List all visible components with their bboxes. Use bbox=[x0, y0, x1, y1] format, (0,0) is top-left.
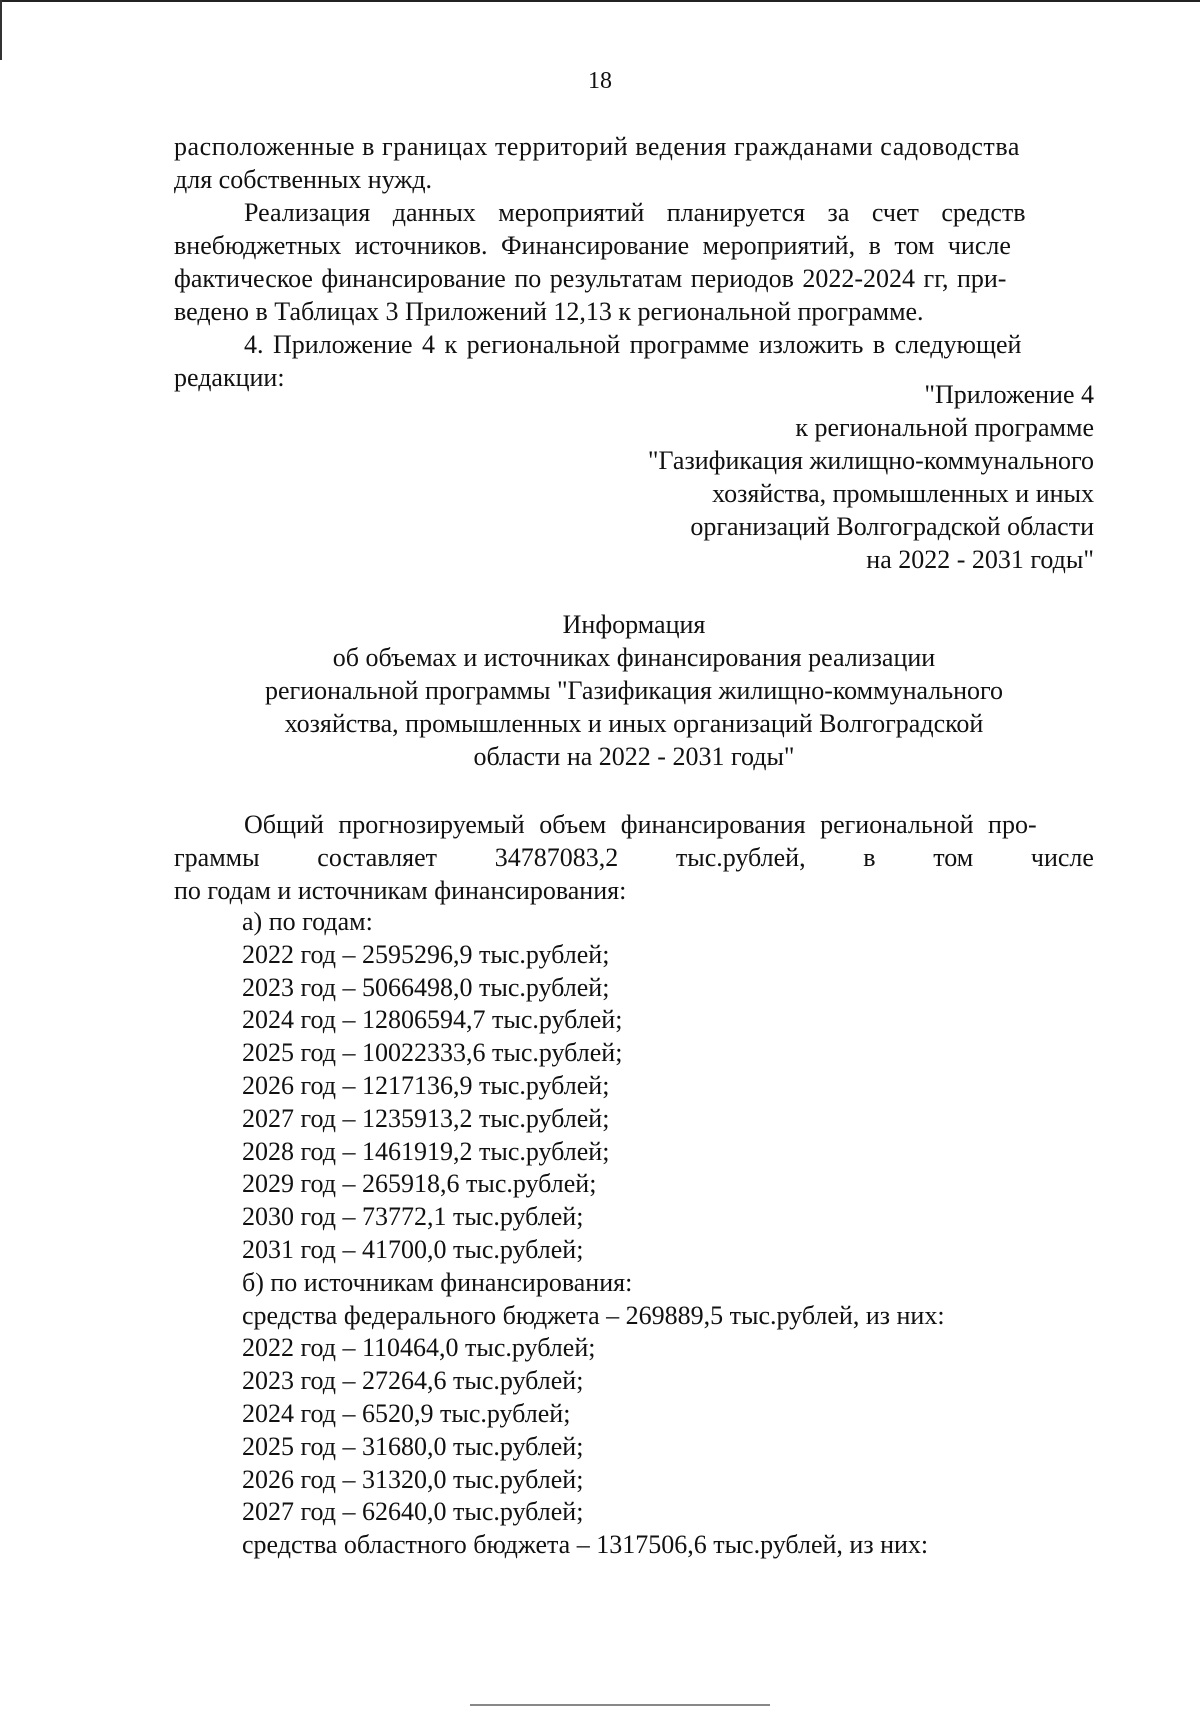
title-line-4: хозяйства, промышленных и иных организаций Волгоградской bbox=[284, 709, 984, 738]
total-line-1: Общий прогнозируемый объем финансирования региональной про- bbox=[244, 810, 1037, 839]
appendix-line-1: "Приложение 4 bbox=[924, 380, 1094, 409]
list-item: 2029 год – 265918,6 тыс.рублей; bbox=[242, 1169, 597, 1199]
scan-border-top bbox=[0, 0, 1200, 2]
intro-line-1 bbox=[174, 130, 1094, 163]
list-item: 2025 год – 31680,0 тыс.рублей; bbox=[242, 1431, 584, 1461]
financing-line-1: Реализация данных мероприятий планируется за счет средств bbox=[244, 198, 1026, 227]
list-item: 2024 год – 12806594,7 тыс.рублей; bbox=[242, 1005, 623, 1035]
total-word-7: числе bbox=[1030, 843, 1094, 872]
scan-border-bottom bbox=[470, 1704, 770, 1706]
intro-paragraph bbox=[174, 130, 1094, 196]
appendix-line-2: к региональной программе bbox=[795, 413, 1094, 442]
regional-budget-heading: средства областного бюджета – 1317506,6 тыс.рублей, из них: bbox=[242, 1530, 929, 1560]
list-item: 2024 год – 6520,9 тыс.рублей; bbox=[242, 1398, 571, 1428]
list-item: 2022 год – 110464,0 тыс.рублей; bbox=[242, 1333, 596, 1363]
total-paragraph bbox=[174, 808, 1094, 907]
list-item: 2028 год – 1461919,2 тыс.рублей; bbox=[242, 1136, 610, 1166]
appendix-line-4: хозяйства, промышленных и иных bbox=[712, 479, 1094, 508]
total-line-2 bbox=[174, 841, 1094, 874]
list-item: 2022 год – 2595296,9 тыс.рублей; bbox=[242, 939, 610, 969]
total-amount: 34787083,2 bbox=[494, 843, 619, 872]
scan-border-left bbox=[0, 0, 2, 60]
list-item: 2030 год – 73772,1 тыс.рублей; bbox=[242, 1202, 584, 1232]
list-item: 2023 год – 5066498,0 тыс.рублей; bbox=[242, 972, 610, 1002]
list-item: 2023 год – 27264,6 тыс.рублей; bbox=[242, 1366, 584, 1396]
intro-line-1-text: расположенные в границах территорий ведения гражданами садоводства bbox=[174, 132, 1020, 161]
financing-line-4: ведено в Таблицах 3 Приложений 12,13 к региональной программе. bbox=[174, 297, 924, 326]
financing-line-3: фактическое финансирование по результатам периодов 2022-2024 гг, при- bbox=[174, 264, 1007, 293]
item-4-line-1: 4. Приложение 4 к региональной программе изложить в следующей bbox=[244, 330, 1022, 359]
total-word-4: тыс.рублей, bbox=[675, 843, 806, 872]
financing-paragraph bbox=[174, 196, 1094, 328]
title-line-5: области на 2022 - 2031 годы" bbox=[473, 742, 795, 771]
list-item: 2026 год – 1217136,9 тыс.рублей; bbox=[242, 1070, 610, 1100]
financing-line-2: внебюджетных источников. Финансирование мероприятий, в том числе bbox=[174, 231, 1011, 260]
title-line-2: об объемах и источниках финансирования реализации bbox=[332, 643, 936, 672]
by-years-heading: а) по годам: bbox=[242, 907, 373, 936]
appendix-header bbox=[494, 378, 1094, 576]
document-title bbox=[174, 608, 1094, 773]
page-number: 18 bbox=[588, 68, 612, 94]
list-item: 2025 год – 10022333,6 тыс.рублей; bbox=[242, 1038, 623, 1068]
total-line-3: по годам и источникам финансирования: bbox=[174, 876, 627, 905]
intro-line-2: для собственных нужд. bbox=[174, 165, 433, 194]
list-item: 2031 год – 41700,0 тыс.рублей; bbox=[242, 1234, 584, 1264]
federal-budget-heading: средства федерального бюджета – 269889,5 тыс.рублей, из них: bbox=[242, 1300, 945, 1330]
title-line-1: Информация bbox=[562, 610, 706, 639]
appendix-line-6: на 2022 - 2031 годы" bbox=[866, 545, 1094, 574]
title-line-3: региональной программы "Газификация жилищно-коммунального bbox=[264, 676, 1004, 705]
appendix-line-3: "Газификация жилищно-коммунального bbox=[647, 446, 1094, 475]
list-item: 2027 год – 1235913,2 тыс.рублей; bbox=[242, 1103, 610, 1133]
appendix-line-5: организаций Волгоградской области bbox=[690, 512, 1094, 541]
total-word-2: составляет bbox=[317, 843, 437, 872]
total-word-5: в bbox=[863, 843, 876, 872]
by-sources-heading: б) по источникам финансирования: bbox=[242, 1267, 633, 1297]
list-item: 2026 год – 31320,0 тыс.рублей; bbox=[242, 1464, 584, 1494]
item-4-line-2: редакции: bbox=[174, 363, 285, 392]
total-word-6: том bbox=[933, 843, 974, 872]
financing-lists bbox=[242, 906, 1102, 1562]
total-word-1: граммы bbox=[174, 843, 260, 872]
list-item: 2027 год – 62640,0 тыс.рублей; bbox=[242, 1497, 584, 1527]
